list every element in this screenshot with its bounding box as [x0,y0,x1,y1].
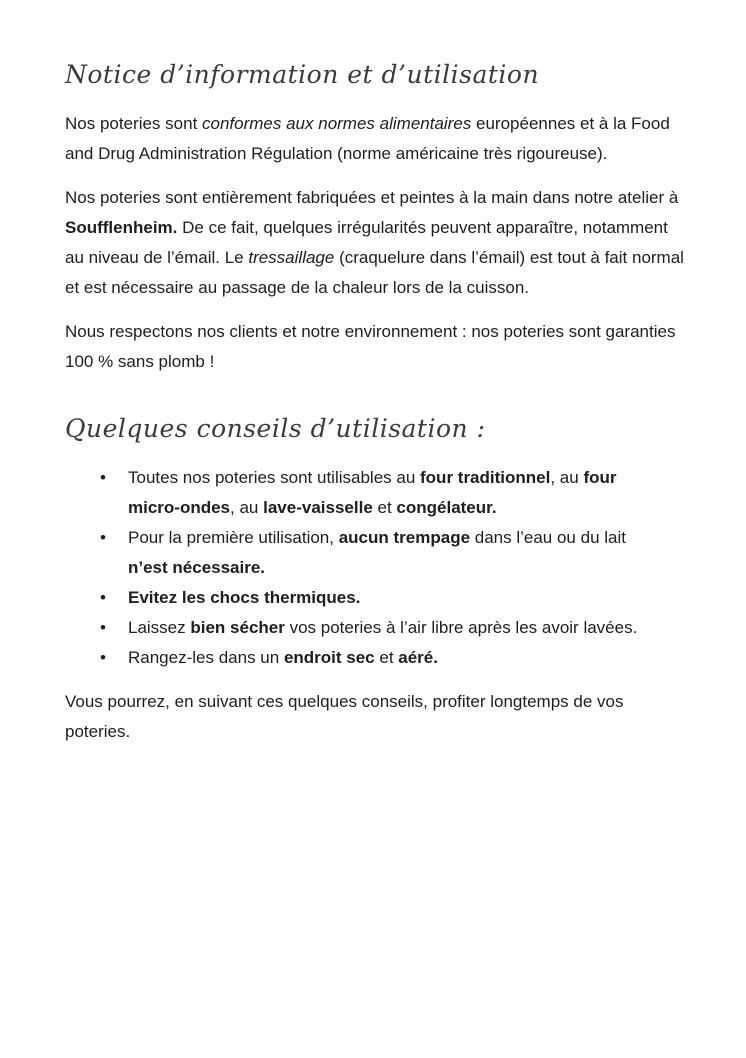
bullet-icon: • [100,468,106,487]
text-run: aéré. [398,648,438,667]
text-run: Nous respectons nos clients et notre environnement : nos poteries sont garanties 100 % sans plomb ! [65,322,676,371]
text-run: De ce fait, quelques irrégularités peuvent apparaître, notamment au niveau de l’émail. Le [65,218,668,267]
text-run: et [374,648,399,667]
closing-paragraph [65,687,685,747]
text-run: conformes aux normes alimentaires [202,114,472,133]
text-run: four micro-ondes [128,468,617,517]
tip-list-item [100,643,660,673]
text-run: Rangez-les dans un [128,648,284,667]
tips-list [65,463,686,673]
text-run: Toutes nos poteries sont utilisables au [128,468,421,487]
text-run: Nos poteries sont entièrement fabriquées et peintes à la main dans notre atelier à [65,188,679,207]
text-run: vos poteries à l’air libre après les avoir lavées. [284,618,638,637]
text-run: dans l’eau ou du lait [470,528,626,547]
tip-list-item [100,613,660,643]
bullet-icon: • [100,528,106,547]
section-title: Quelques conseils d’utilisation : [65,414,486,443]
text-run: Vous pourrez, en suivant ces quelques conseils, profiter longtemps de vos poteries. [65,692,624,741]
text-run: Pour la première utilisation, [128,528,339,547]
intro-paragraph [65,183,685,303]
intro-section [65,109,686,377]
text-run: Soufflenheim. [65,218,178,237]
document-title: Notice d’information et d’utilisation [65,60,540,89]
text-run: , au [230,498,264,517]
text-run: n’est nécessaire. [128,558,266,577]
text-run: Laissez [128,618,191,637]
intro-paragraph [65,109,685,169]
bullet-icon: • [100,618,106,637]
text-run: bien sécher [190,618,285,637]
intro-paragraph [65,317,685,377]
bullet-icon: • [100,648,106,667]
text-run: et [372,498,397,517]
tip-list-item [100,523,660,583]
text-run: Evitez les chocs thermiques. [128,588,361,607]
text-run: européennes et à la Food and Drug Administration Régulation (norme américaine très rigoureuse). [65,114,670,163]
text-run: Nos poteries sont [65,114,203,133]
text-run: (craquelure dans l’émail) est tout à fait normal et est nécessaire au passage de la chaleur lors de la cuisson. [65,248,684,297]
tip-list-item [100,583,660,613]
text-run: aucun trempage [338,528,471,547]
text-run: congélateur. [396,498,497,517]
text-run: four traditionnel [420,468,551,487]
bullet-icon: • [100,588,106,607]
text-run: endroit sec [283,648,375,667]
text-run: , au [550,468,584,487]
text-run: tressaillage [248,248,335,267]
tip-list-item [100,463,660,523]
text-run: lave-vaisselle [263,498,373,517]
